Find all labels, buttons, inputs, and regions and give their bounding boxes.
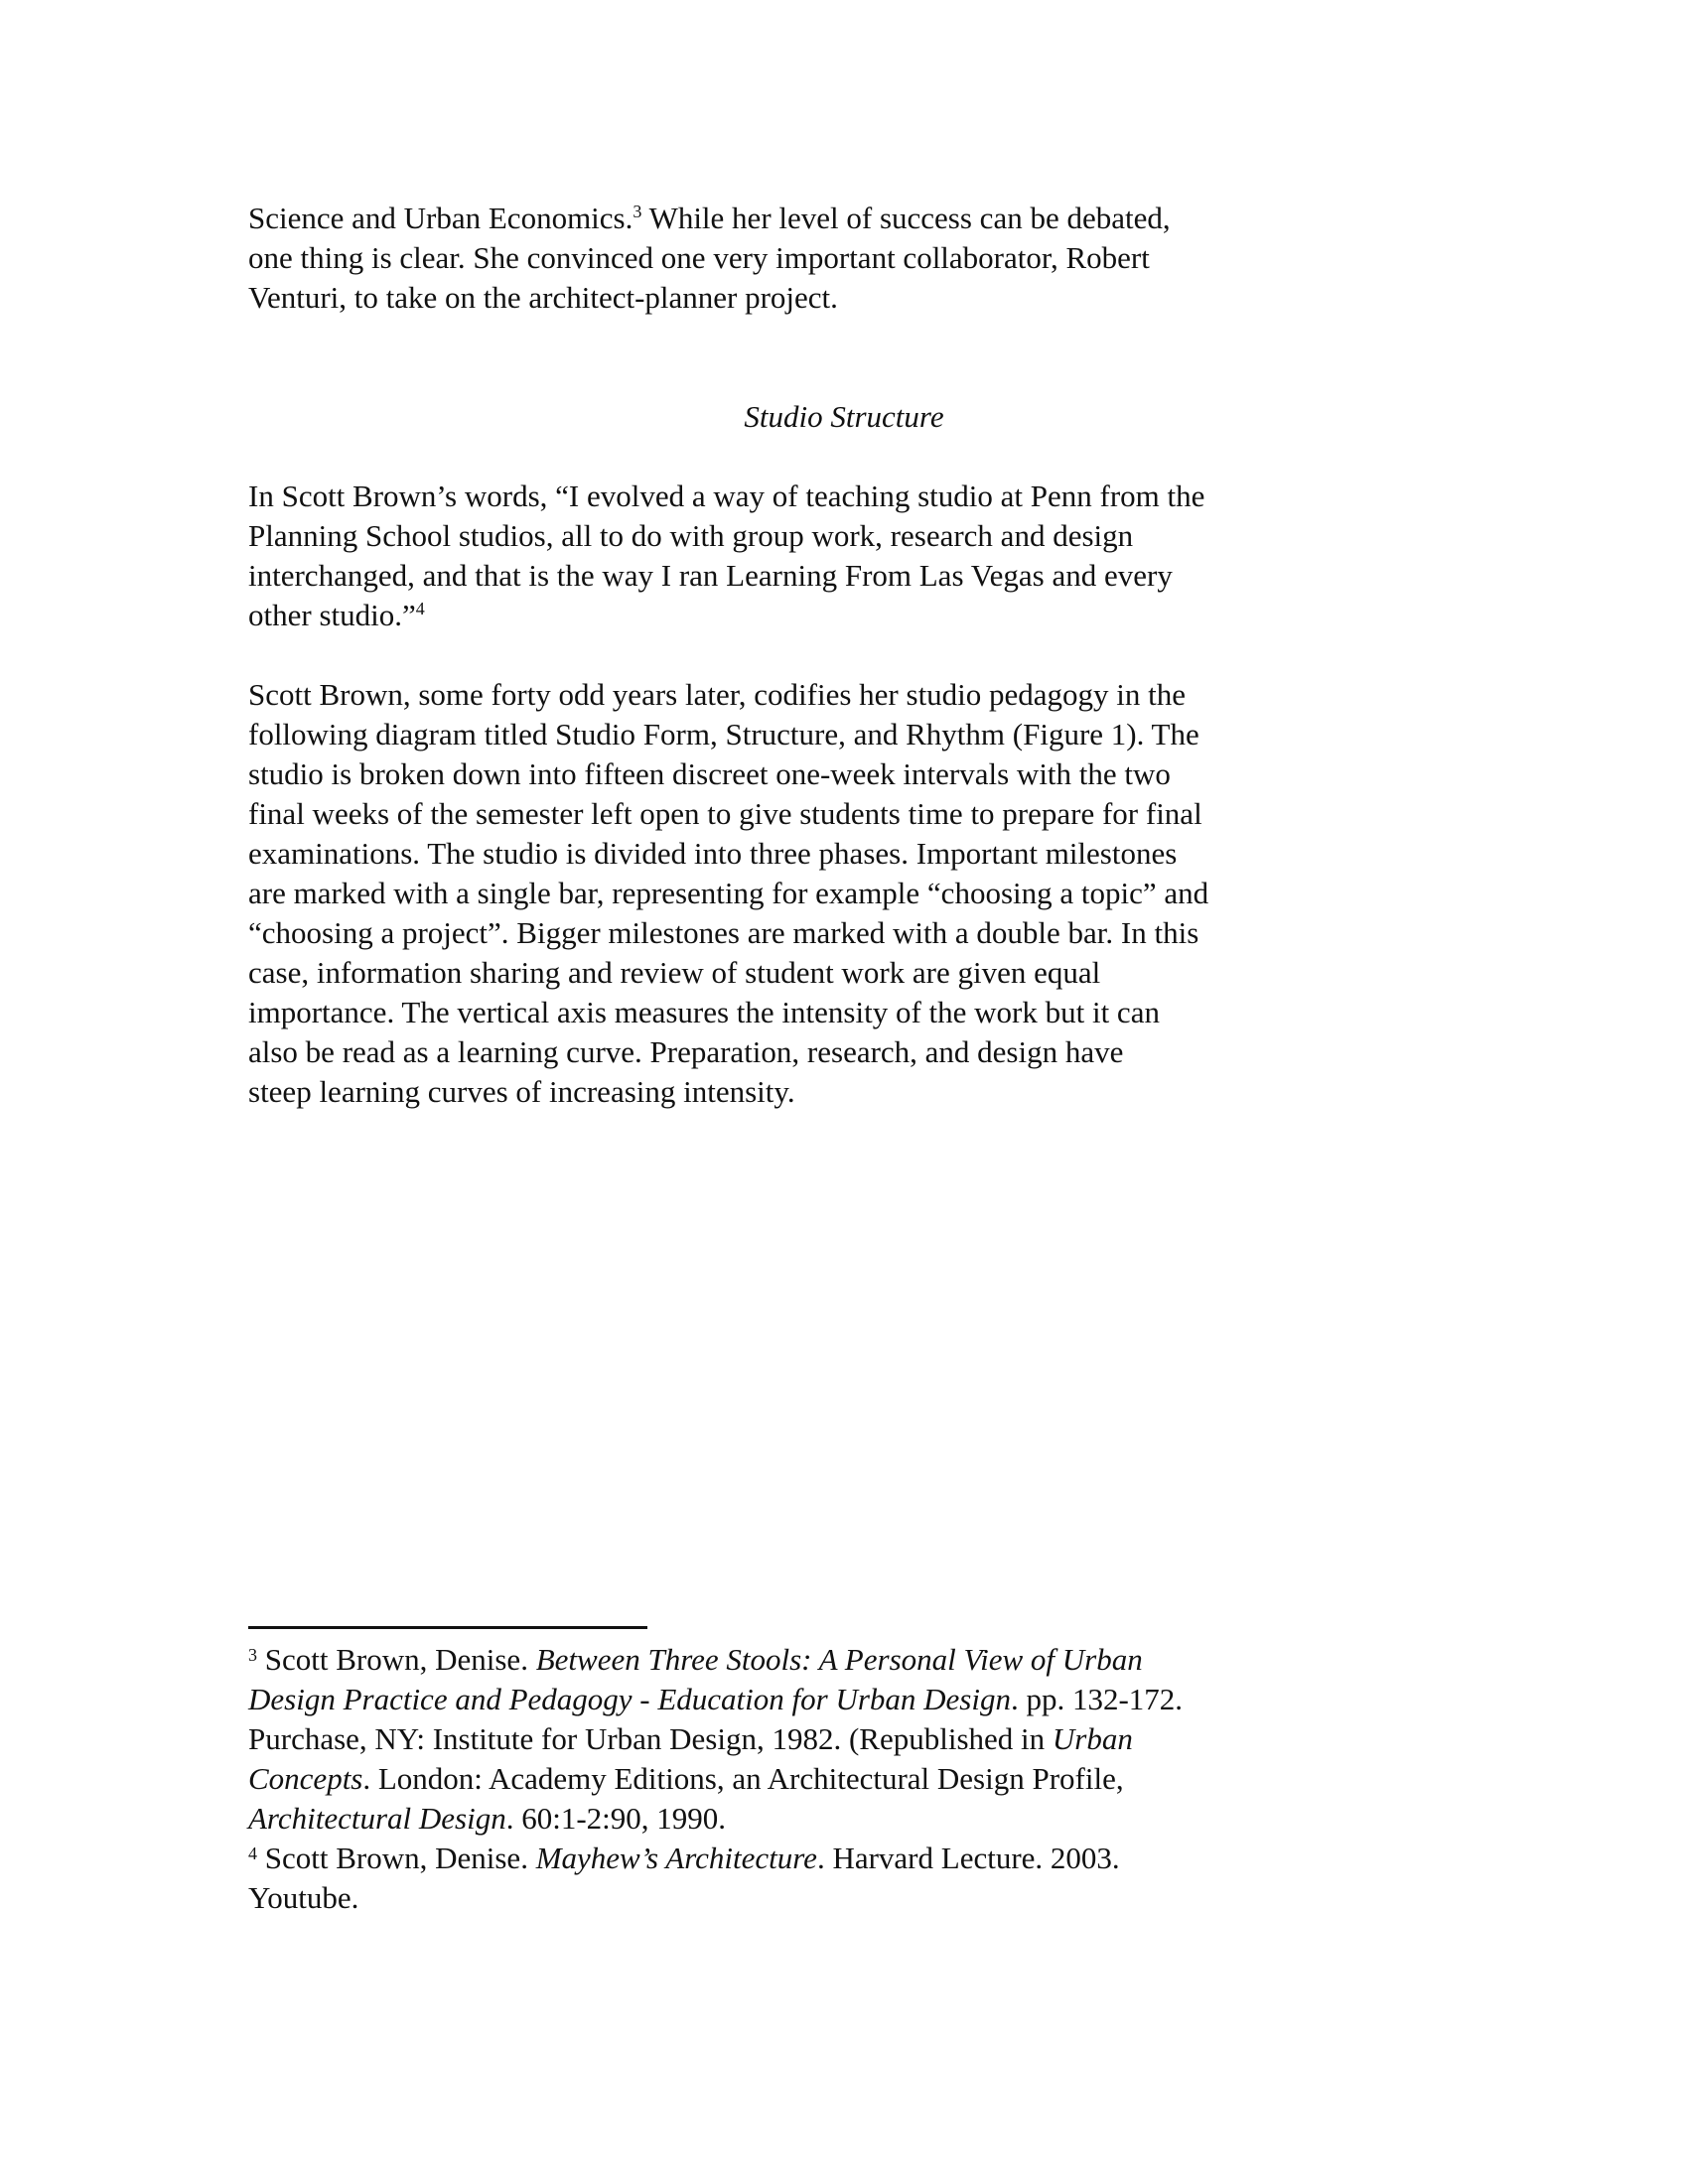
- citation-title: Architectural Design: [248, 1801, 506, 1836]
- text-run: . London: Academy Editions, an Architectural Design Profile,: [362, 1761, 1124, 1796]
- text-run: Scott Brown, Denise.: [257, 1841, 536, 1875]
- paragraph-intro: [248, 199, 1450, 318]
- text-line: final weeks of the semester left open to give students time to prepare for final: [248, 796, 1202, 831]
- citation-title: Concepts: [248, 1761, 363, 1796]
- text-run: While her level of success can be debated,: [641, 201, 1171, 235]
- footnote-separator: [248, 1626, 647, 1629]
- text-run: . pp. 132-172.: [1010, 1682, 1184, 1716]
- footnote-number: 3: [248, 1645, 257, 1665]
- text-line: [248, 199, 1450, 238]
- text-line: steep learning curves of increasing intensity.: [248, 1074, 795, 1109]
- text-line: Youtube.: [248, 1880, 359, 1915]
- footnote-number: 4: [248, 1843, 257, 1863]
- citation-title: Design Practice and Pedagogy - Education for Urban Design: [248, 1682, 1011, 1716]
- text-line: studio is broken down into fifteen discreet one-week intervals with the two: [248, 756, 1171, 791]
- footnote-3: [248, 1640, 1450, 1839]
- text-line: In Scott Brown’s words, “I evolved a way of teaching studio at Penn from the: [248, 478, 1205, 513]
- text-line: [248, 1719, 1450, 1759]
- text-line: are marked with a single bar, representing for example “choosing a topic” and: [248, 876, 1209, 910]
- text-run: . Harvard Lecture. 2003.: [816, 1841, 1120, 1875]
- text-line: [248, 1640, 1450, 1680]
- text-run: Purchase, NY: Institute for Urban Design, 1982. (Republished in: [248, 1721, 1053, 1756]
- text-line: importance. The vertical axis measures the intensity of the work but it can: [248, 995, 1160, 1029]
- text-line: Venturi, to take on the architect-planner project.: [248, 280, 838, 315]
- text-line: following diagram titled Studio Form, Structure, and Rhythm (Figure 1). The: [248, 717, 1199, 751]
- text-line: [248, 1680, 1450, 1719]
- text-run: other studio.”: [248, 598, 416, 632]
- text-line: Scott Brown, some forty odd years later, codifies her studio pedagogy in the: [248, 677, 1187, 712]
- text-run: . 60:1-2:90, 1990.: [505, 1801, 727, 1836]
- footnote-ref-4[interactable]: 4: [415, 599, 425, 618]
- paragraph-quote: [248, 477, 1450, 635]
- section-heading: Studio Structure: [744, 399, 944, 434]
- text-run: Science and Urban Economics.: [248, 201, 633, 235]
- text-line: [248, 1759, 1450, 1799]
- text-line: one thing is clear. She convinced one very important collaborator, Robert: [248, 240, 1150, 275]
- text-line: [248, 596, 1450, 635]
- text-line: case, information sharing and review of student work are given equal: [248, 955, 1101, 990]
- text-line: [248, 1799, 1450, 1839]
- text-line: interchanged, and that is the way I ran Learning From Las Vegas and every: [248, 558, 1173, 593]
- citation-title: Mayhew’s Architecture: [535, 1841, 817, 1875]
- footnote-4: [248, 1839, 1450, 1918]
- text-line: [248, 1839, 1450, 1878]
- text-run: Scott Brown, Denise.: [257, 1642, 536, 1677]
- citation-title: Between Three Stools: A Personal View of Urban: [535, 1642, 1143, 1677]
- text-line: examinations. The studio is divided into three phases. Important milestones: [248, 836, 1178, 871]
- footnote-ref-3[interactable]: 3: [633, 202, 642, 221]
- text-line: also be read as a learning curve. Preparation, research, and design have: [248, 1034, 1124, 1069]
- paragraph-diagram-description: [248, 675, 1450, 1112]
- text-line: Planning School studios, all to do with group work, research and design: [248, 518, 1134, 553]
- citation-title: Urban: [1052, 1721, 1133, 1756]
- text-line: “choosing a project”. Bigger milestones are marked with a double bar. In this: [248, 915, 1199, 950]
